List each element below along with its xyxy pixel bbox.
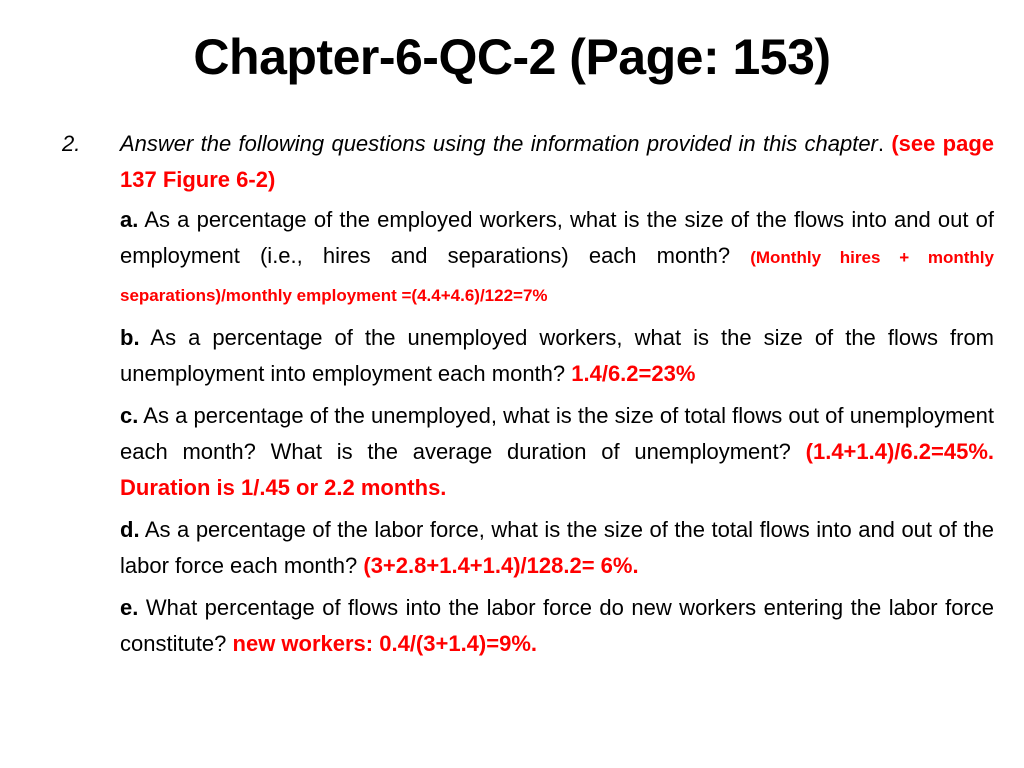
- sub-question-letter: e.: [120, 595, 139, 620]
- sub-question-list: [120, 202, 994, 662]
- question-intro-period: .: [877, 131, 885, 156]
- sub-question-letter: a.: [120, 207, 139, 232]
- question-reference: (see page 137 Figure 6-2): [120, 131, 995, 192]
- question-text: [120, 126, 994, 198]
- sub-question-letter: d.: [120, 517, 140, 542]
- sub-question-answer: (Monthly hires + monthly separations)/monthly employment =(4.4+4.6)/122=7%: [120, 248, 994, 305]
- sub-question-answer: new workers: 0.4/(3+1.4)=9%.: [232, 631, 538, 656]
- sub-question-c: [120, 398, 994, 506]
- sub-question-text: As a percentage of the employed workers, what is the size of the flows into and out of employment (i.e., hires and separations) each month?: [120, 207, 994, 268]
- sub-question-d: [120, 512, 994, 584]
- question-number: 2.: [62, 131, 81, 156]
- sub-question-e: [120, 590, 994, 662]
- slide-title: Chapter-6-QC-2 (Page: 153): [193, 29, 831, 85]
- sub-question-text: What percentage of flows into the labor force do new workers entering the labor force constitute?: [120, 595, 994, 656]
- sub-question-answer: (1.4+1.4)/6.2=45%. Duration is 1/.45 or 2.2 months.: [120, 439, 994, 500]
- sub-question-a: [120, 202, 994, 314]
- sub-question-answer: (3+2.8+1.4+1.4)/128.2= 6%.: [363, 553, 639, 578]
- question-intro: Answer the following questions using the information provided in this chapter: [120, 131, 878, 156]
- sub-question-letter: b.: [120, 325, 140, 350]
- sub-question-answer: 1.4/6.2=23%: [571, 361, 696, 386]
- sub-question-text: As a percentage of the unemployed, what is the size of total flows out of unemployment each month? What is the average duration of unemployment?: [120, 403, 994, 464]
- sub-question-text: As a percentage of the unemployed workers, what is the size of the flows from unemployment into employment each month?: [120, 325, 994, 386]
- question-block: [62, 126, 994, 668]
- sub-question-letter: c.: [120, 403, 139, 428]
- sub-question-b: [120, 320, 994, 392]
- sub-question-text: As a percentage of the labor force, what is the size of the total flows into and out of the labor force each month?: [120, 517, 994, 578]
